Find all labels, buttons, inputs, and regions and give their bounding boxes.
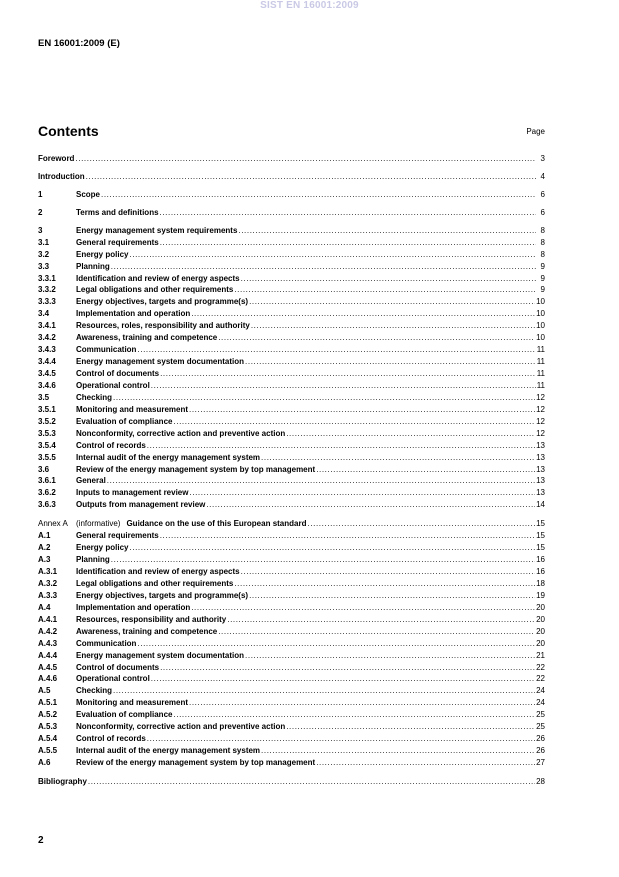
toc-entry-number: 3.5.1 xyxy=(38,404,56,414)
dot-leader xyxy=(316,757,535,769)
dot-leader xyxy=(249,590,535,602)
toc-entry-page: 8 xyxy=(540,237,545,247)
toc-entry-title: Planning xyxy=(76,555,110,565)
toc-entry-page: 20 xyxy=(536,602,545,612)
toc-entry[interactable] xyxy=(38,308,545,320)
dot-leader xyxy=(218,626,535,638)
toc-entry-note: (informative) xyxy=(76,519,121,529)
toc-entry-number: 3.5.3 xyxy=(38,428,56,438)
toc-entry[interactable] xyxy=(38,590,545,602)
toc-entry[interactable] xyxy=(38,554,545,566)
dot-leader xyxy=(245,356,536,368)
toc-spacer xyxy=(38,769,545,776)
dot-leader xyxy=(234,578,535,590)
toc-entry-number: A.4.4 xyxy=(38,650,58,660)
toc-entry-page: 12 xyxy=(536,404,545,414)
dot-leader xyxy=(218,332,535,344)
toc-entry-number: 3.6.2 xyxy=(38,488,56,498)
toc-entry-title: Energy objectives, targets and programme(s) xyxy=(76,297,249,307)
dot-leader xyxy=(160,237,536,249)
toc-entry-title: Identification and review of energy aspects xyxy=(76,273,240,283)
toc-entry[interactable] xyxy=(38,638,545,650)
toc-entry[interactable] xyxy=(38,440,545,452)
toc-entry-title: Outputs from management review xyxy=(76,500,206,510)
toc-entry[interactable] xyxy=(38,392,545,404)
toc-entry-number: 3.3 xyxy=(38,261,50,271)
dot-leader xyxy=(160,530,535,542)
toc-entry[interactable] xyxy=(38,416,545,428)
toc-entry-page: 12 xyxy=(536,428,545,438)
toc-entry-number: A.4.1 xyxy=(38,614,58,624)
toc-entry-title: Operational control xyxy=(76,674,150,684)
dot-leader xyxy=(151,673,535,685)
toc-entry[interactable] xyxy=(38,614,545,626)
dot-leader xyxy=(189,404,535,416)
toc-entry-number: 3.5.5 xyxy=(38,452,56,462)
toc-entry[interactable] xyxy=(38,518,545,530)
toc-entry-page: 9 xyxy=(540,261,545,271)
dot-leader xyxy=(111,261,536,273)
toc-entry-number: 3.4.3 xyxy=(38,345,56,355)
toc-entry-title: Internal audit of the energy management system xyxy=(76,452,261,462)
toc-entry-number: 3.3.3 xyxy=(38,297,56,307)
toc-entry-page: 16 xyxy=(536,555,545,565)
toc-entry-title: Terms and definitions xyxy=(76,207,159,217)
toc-entry-title: Internal audit of the energy management system xyxy=(76,746,261,756)
toc-entry[interactable] xyxy=(38,452,545,464)
dot-leader xyxy=(189,697,535,709)
toc-entry-page: 11 xyxy=(536,345,545,355)
toc-entry-page: 4 xyxy=(540,171,545,181)
dot-leader xyxy=(238,225,536,237)
toc-entry-title: Nonconformity, corrective action and preventive action xyxy=(76,428,286,438)
dot-leader xyxy=(206,499,535,511)
toc-entry-page: 10 xyxy=(536,309,545,319)
toc-entry[interactable] xyxy=(38,225,545,237)
table-of-contents xyxy=(38,153,545,788)
toc-entry-number: 3.5.2 xyxy=(38,416,56,426)
toc-entry-page: 13 xyxy=(536,476,545,486)
toc-entry-page: 20 xyxy=(536,614,545,624)
toc-entry[interactable] xyxy=(38,530,545,542)
dot-leader xyxy=(101,189,536,201)
toc-entry[interactable] xyxy=(38,249,545,261)
toc-entry-title: Control of documents xyxy=(76,662,160,672)
toc-entry-number: A.3.2 xyxy=(38,578,58,588)
dot-leader xyxy=(249,296,535,308)
toc-entry-page: 12 xyxy=(536,416,545,426)
toc-entry[interactable] xyxy=(38,578,545,590)
toc-entry[interactable] xyxy=(38,189,545,201)
dot-leader xyxy=(241,273,536,285)
toc-entry-title: Control of records xyxy=(76,440,146,450)
toc-entry[interactable] xyxy=(38,662,545,674)
toc-entry-page: 25 xyxy=(536,710,545,720)
toc-entry-title: Energy management system requirements xyxy=(76,225,238,235)
toc-entry-title: Guidance on the use of this European standard xyxy=(126,519,307,529)
toc-entry[interactable] xyxy=(38,626,545,638)
dot-leader xyxy=(261,745,535,757)
toc-entry-page: 15 xyxy=(536,543,545,553)
toc-entry-number: A.5.3 xyxy=(38,722,58,732)
toc-entry[interactable] xyxy=(38,404,545,416)
toc-entry-page: 15 xyxy=(536,519,545,529)
toc-entry-page: 13 xyxy=(536,488,545,498)
dot-leader xyxy=(286,721,535,733)
dot-leader xyxy=(245,650,535,662)
toc-entry[interactable] xyxy=(38,428,545,440)
dot-leader xyxy=(241,566,535,578)
toc-entry-title: Monitoring and measurement xyxy=(76,404,189,414)
toc-entry[interactable] xyxy=(38,542,545,554)
toc-entry-title: Inputs to management review xyxy=(76,488,189,498)
toc-entry[interactable] xyxy=(38,332,545,344)
toc-entry-title: Control of records xyxy=(76,734,146,744)
toc-entry[interactable] xyxy=(38,237,545,249)
dot-leader xyxy=(129,542,535,554)
dot-leader xyxy=(227,614,535,626)
toc-entry-number: A.3.3 xyxy=(38,590,58,600)
toc-entry[interactable] xyxy=(38,464,545,476)
toc-entry[interactable] xyxy=(38,697,545,709)
toc-entry-title: Monitoring and measurement xyxy=(76,698,189,708)
dot-leader xyxy=(191,308,535,320)
toc-entry-page: 9 xyxy=(540,285,545,295)
toc-entry-page: 21 xyxy=(536,650,545,660)
toc-entry-number: 3.4 xyxy=(38,309,50,319)
dot-leader xyxy=(173,709,535,721)
dot-leader xyxy=(251,320,535,332)
toc-entry-page: 14 xyxy=(536,500,545,510)
toc-entry-number: 3.2 xyxy=(38,249,50,259)
toc-entry-page: 28 xyxy=(536,776,545,786)
toc-entry-page: 15 xyxy=(536,531,545,541)
toc-entry-title: Energy management system documentation xyxy=(76,357,245,367)
toc-entry-number: 2 xyxy=(38,207,43,217)
toc-entry-page: 12 xyxy=(536,392,545,402)
toc-entry[interactable] xyxy=(38,356,545,368)
dot-leader xyxy=(261,452,535,464)
toc-entry[interactable] xyxy=(38,344,545,356)
toc-entry-number: A.5 xyxy=(38,686,51,696)
toc-entry-title: Review of the energy management system by top management xyxy=(76,464,316,474)
toc-entry-title: Planning xyxy=(76,261,110,271)
toc-entry-title: Control of documents xyxy=(76,369,160,378)
toc-entry-title: Communication xyxy=(76,638,137,648)
toc-entry[interactable] xyxy=(38,685,545,697)
toc-entry[interactable] xyxy=(38,709,545,721)
toc-entry-page: 6 xyxy=(540,189,545,199)
document-id: EN 16001:2009 (E) xyxy=(38,38,120,49)
dot-leader xyxy=(189,487,535,499)
toc-entry[interactable] xyxy=(38,566,545,578)
toc-entry[interactable] xyxy=(38,273,545,285)
toc-entry-page: 26 xyxy=(536,746,545,756)
toc-entry-title: Energy policy xyxy=(76,249,129,259)
toc-entry-title: Energy policy xyxy=(76,543,129,553)
toc-entry[interactable] xyxy=(38,207,545,219)
dot-leader xyxy=(160,662,535,674)
toc-entry-number: A.5.4 xyxy=(38,734,58,744)
toc-entry-title: Evaluation of compliance xyxy=(76,416,173,426)
toc-entry[interactable] xyxy=(38,733,545,745)
contents-title: Contents xyxy=(38,123,99,139)
toc-entry-number: 3.4.5 xyxy=(38,369,56,378)
toc-entry[interactable] xyxy=(38,721,545,733)
toc-entry-title: Implementation and operation xyxy=(76,309,191,319)
toc-entry-title: Operational control xyxy=(76,380,150,390)
toc-entry-title: General requirements xyxy=(76,237,159,247)
dot-leader xyxy=(316,464,535,476)
toc-entry-title: General xyxy=(76,476,106,486)
toc-entry-number: 3.4.4 xyxy=(38,357,56,367)
dot-leader xyxy=(160,207,536,219)
toc-entry[interactable] xyxy=(38,650,545,662)
dot-leader xyxy=(173,416,535,428)
toc-entry-title: Energy management system documentation xyxy=(76,650,245,660)
toc-entry-title: Nonconformity, corrective action and preventive action xyxy=(76,722,286,732)
toc-entry-title: Awareness, training and competence xyxy=(76,333,218,343)
dot-leader xyxy=(113,685,535,697)
toc-entry-number: A.5.5 xyxy=(38,746,58,756)
toc-entry-page: 20 xyxy=(536,638,545,648)
toc-entry-title: General requirements xyxy=(76,531,159,541)
page-column-label: Page xyxy=(526,127,545,136)
toc-entry[interactable] xyxy=(38,153,545,165)
toc-entry-number: 1 xyxy=(38,189,43,199)
toc-entry-number: 3.3.1 xyxy=(38,273,56,283)
toc-entry-title: Evaluation of compliance xyxy=(76,710,173,720)
toc-entry-number: A.4 xyxy=(38,602,51,612)
toc-entry-page: 19 xyxy=(536,590,545,600)
toc-entry-number: A.3.1 xyxy=(38,567,58,576)
toc-entry-page: 27 xyxy=(536,758,545,767)
toc-entry-page: 24 xyxy=(536,698,545,708)
toc-entry-title: Identification and review of energy aspects xyxy=(76,567,240,576)
toc-entry[interactable] xyxy=(38,296,545,308)
toc-entry[interactable] xyxy=(38,602,545,614)
toc-entry-number: A.3 xyxy=(38,555,51,565)
toc-entry-page: 13 xyxy=(536,440,545,450)
toc-entry-number: A.4.5 xyxy=(38,662,58,672)
toc-entry-number: 3.4.1 xyxy=(38,321,56,331)
toc-entry-page: 3 xyxy=(540,154,545,163)
dot-leader xyxy=(137,344,535,356)
toc-entry-title: Resources, roles, responsibility and authority xyxy=(76,321,250,331)
dot-leader xyxy=(86,171,536,183)
toc-entry-page: 13 xyxy=(536,452,545,462)
toc-entry-number: A.4.6 xyxy=(38,674,58,684)
toc-entry-title: Awareness, training and competence xyxy=(76,626,218,636)
dot-leader xyxy=(113,392,535,404)
dot-leader xyxy=(191,602,535,614)
toc-entry[interactable] xyxy=(38,673,545,685)
toc-entry-title: Checking xyxy=(76,686,113,696)
toc-entry-page: 22 xyxy=(536,674,545,684)
toc-entry-title: Implementation and operation xyxy=(76,602,191,612)
toc-spacer xyxy=(38,511,545,518)
toc-entry-page: 10 xyxy=(536,321,545,331)
toc-entry-number: 3.6 xyxy=(38,464,50,474)
toc-entry-page: 9 xyxy=(540,273,545,283)
toc-entry-page: 26 xyxy=(536,734,545,744)
toc-entry[interactable] xyxy=(38,487,545,499)
toc-entry-page: 24 xyxy=(536,686,545,696)
toc-entry-number: 3.6.1 xyxy=(38,476,56,486)
toc-entry-number: 3.4.2 xyxy=(38,333,56,343)
toc-entry-number: 3.5.4 xyxy=(38,440,56,450)
toc-entry[interactable] xyxy=(38,475,545,487)
toc-entry-title: Scope xyxy=(76,189,101,199)
toc-entry[interactable] xyxy=(38,171,545,183)
toc-entry-number: 3.3.2 xyxy=(38,285,56,295)
toc-entry-number: 3 xyxy=(38,225,43,235)
dot-leader xyxy=(137,638,535,650)
toc-entry-title: Foreword xyxy=(38,154,75,163)
toc-entry-page: 18 xyxy=(536,578,545,588)
toc-entry[interactable] xyxy=(38,368,545,380)
toc-entry[interactable] xyxy=(38,284,545,296)
toc-entry-number: A.6 xyxy=(38,758,51,767)
dot-leader xyxy=(111,554,535,566)
toc-entry[interactable] xyxy=(38,261,545,273)
toc-entry-number: A.1 xyxy=(38,531,51,541)
dot-leader xyxy=(307,518,535,530)
toc-entry-title: Energy objectives, targets and programme(s) xyxy=(76,590,249,600)
toc-entry-number: A.5.2 xyxy=(38,710,58,720)
toc-entry-title: Resources, responsibility and authority xyxy=(76,614,227,624)
toc-entry-page: 25 xyxy=(536,722,545,732)
toc-entry-page: 13 xyxy=(536,464,545,474)
toc-entry-page: 11 xyxy=(536,369,545,378)
toc-entry-number: 3.5 xyxy=(38,392,50,402)
toc-entry-page: 16 xyxy=(536,567,545,576)
toc-entry[interactable] xyxy=(38,380,545,392)
dot-leader xyxy=(160,368,536,380)
toc-entry-number: 3.4.6 xyxy=(38,380,56,390)
dot-leader xyxy=(107,475,535,487)
toc-entry[interactable] xyxy=(38,757,545,769)
page-number: 2 xyxy=(38,835,44,846)
dot-leader xyxy=(147,733,535,745)
toc-entry-number: A.4.3 xyxy=(38,638,58,648)
toc-entry-page: 10 xyxy=(536,333,545,343)
toc-entry-title: Legal obligations and other requirements xyxy=(76,578,234,588)
dot-leader xyxy=(88,776,535,788)
toc-entry-page: 22 xyxy=(536,662,545,672)
toc-entry-page: 20 xyxy=(536,626,545,636)
toc-entry-number: A.5.1 xyxy=(38,698,58,708)
dot-leader xyxy=(234,284,536,296)
toc-entry-page: 10 xyxy=(536,297,545,307)
toc-entry-title: Introduction xyxy=(38,171,85,181)
toc-entry-number: A.4.2 xyxy=(38,626,58,636)
toc-entry-page: 6 xyxy=(540,207,545,217)
toc-entry-page: 11 xyxy=(536,380,545,390)
toc-entry-title: Review of the energy management system by top management xyxy=(76,758,316,767)
dot-leader xyxy=(147,440,535,452)
toc-entry-page: 8 xyxy=(540,249,545,259)
toc-entry[interactable] xyxy=(38,499,545,511)
toc-entry-page: 11 xyxy=(536,357,545,367)
dot-leader xyxy=(129,249,536,261)
dot-leader xyxy=(75,153,536,165)
toc-entry[interactable] xyxy=(38,776,545,788)
toc-entry-number: 3.6.3 xyxy=(38,500,56,510)
dot-leader xyxy=(151,380,536,392)
toc-entry[interactable] xyxy=(38,320,545,332)
toc-entry[interactable] xyxy=(38,745,545,757)
toc-entry-title: Bibliography xyxy=(38,776,87,786)
toc-entry-title: Checking xyxy=(76,392,113,402)
toc-entry-number: 3.1 xyxy=(38,237,50,247)
toc-entry-number: A.2 xyxy=(38,543,51,553)
toc-entry-number: Annex A xyxy=(38,519,68,529)
toc-entry-title: Communication xyxy=(76,345,137,355)
toc-entry-page: 8 xyxy=(540,225,545,235)
watermark: SIST EN 16001:2009 xyxy=(260,0,359,11)
toc-entry-title: Legal obligations and other requirements xyxy=(76,285,234,295)
dot-leader xyxy=(286,428,535,440)
